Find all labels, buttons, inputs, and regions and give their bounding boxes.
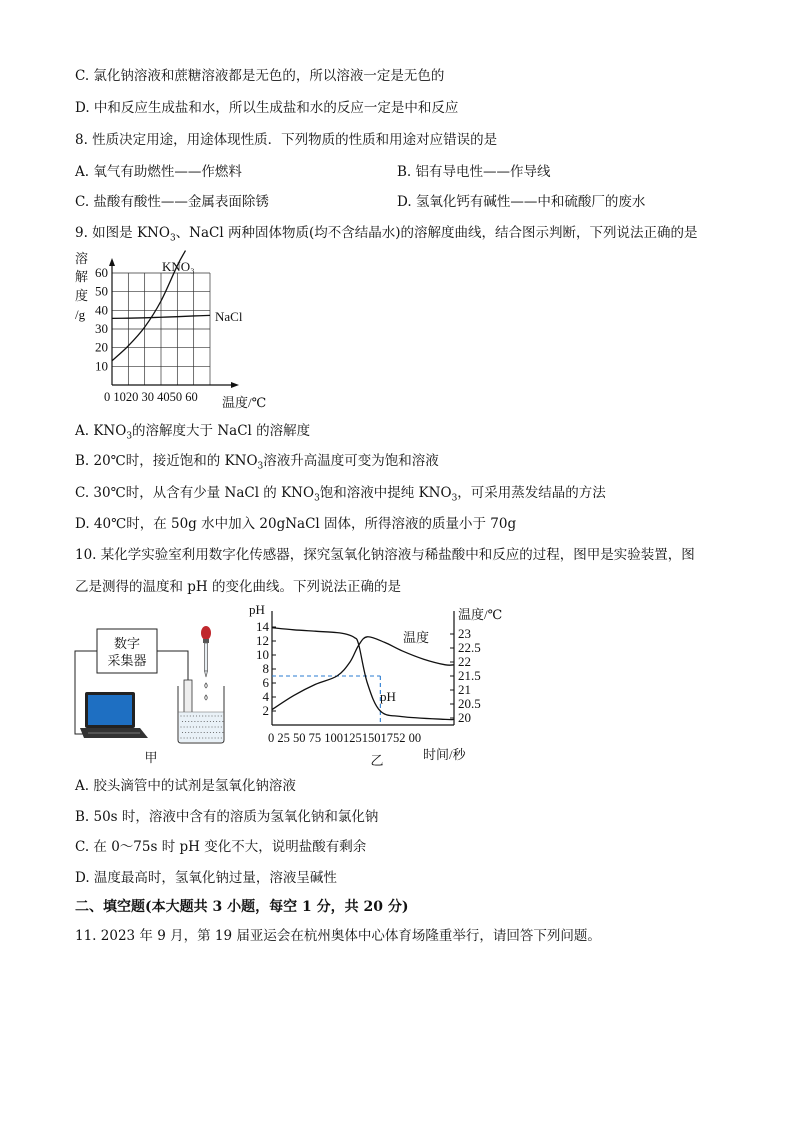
time-axis-label: 时间/秒: [423, 747, 466, 762]
liquid-dot: [193, 726, 194, 727]
liquid-dot: [208, 737, 209, 738]
liquid-dot: [210, 721, 211, 722]
q10-option-d: D. 温度最高时，氢氧化钠过量，溶液呈碱性: [75, 870, 337, 886]
liquid-dot: [190, 726, 191, 727]
solubility-text: [75, 251, 266, 410]
section-heading: 二、填空题(本大题共 3 小题，每空 1 分，共 20 分): [75, 899, 409, 915]
q10-stem-line2: 乙是测得的温度和 pH 的变化曲线。下列说法正确的是: [75, 579, 401, 595]
liquid-dot: [185, 732, 186, 733]
liquid-dot: [222, 732, 223, 733]
liquid-dot: [196, 715, 197, 716]
liquid-dot: [219, 721, 220, 722]
q10-stem-line1: 10. 某化学实验室利用数字化传感器，探究氢氧化钠溶液与稀盐酸中和反应的过程，图甲是实验装置，图: [75, 547, 695, 563]
liquid-dot: [199, 715, 200, 716]
liquid-dot: [180, 715, 181, 716]
liquid-dot: [187, 726, 188, 727]
x-tick-labels: 0 1020 30 4050 60: [104, 390, 198, 404]
laptop-icon: [80, 692, 148, 738]
liquid-dot: [215, 726, 216, 727]
y-axis-arrow: [109, 258, 115, 266]
liquid-dot: [216, 721, 217, 722]
liquid-dot: [205, 715, 206, 716]
ph-tick-label: 12: [256, 633, 269, 648]
liquid-dot: [184, 726, 185, 727]
liquid-dot: [218, 726, 219, 727]
caption-yi: 乙: [370, 753, 384, 768]
temp-tick-label: 20.5: [458, 696, 481, 711]
liquid-dot: [199, 726, 200, 727]
liquid-dot: [188, 732, 189, 733]
liquid-dot: [213, 732, 214, 733]
liquid-dot: [211, 715, 212, 716]
liquid-dot: [194, 732, 195, 733]
ph-temperature-chart: [240, 598, 520, 770]
collector-label-2: 采集器: [107, 654, 147, 669]
ph-tick-label: 4: [262, 689, 269, 704]
x-axis-label: 温度/℃: [222, 395, 267, 410]
liquid-dot: [218, 737, 219, 738]
y-tick-label: 50: [95, 283, 108, 299]
y-tick-label: 60: [95, 265, 108, 280]
ph-text: [249, 602, 502, 768]
liquid-dot: [190, 715, 191, 716]
liquid-dot: [211, 737, 212, 738]
liquid-dot: [219, 732, 220, 733]
liquid-dot: [185, 721, 186, 722]
ylabel-char: /g: [75, 307, 86, 322]
liquid-dot: [201, 732, 202, 733]
liquid-dot: [193, 737, 194, 738]
q10-option-c: C. 在 0～75s 时 pH 变化不大，说明盐酸有剩余: [75, 839, 367, 855]
liquid-dot: [205, 737, 206, 738]
liquid-dot: [211, 726, 212, 727]
temp-tick-label: 23: [458, 626, 471, 641]
q9-option-d: D. 40℃时，在 50g 水中加入 20gNaCl 固体，所得溶液的质量小于 70g: [75, 516, 517, 532]
liquid-dot: [201, 721, 202, 722]
liquid-dot: [187, 715, 188, 716]
liquid-dot: [221, 737, 222, 738]
q7-option-c: C. 氯化钠溶液和蔗糖溶液都是无色的，所以溶液一定是无色的: [75, 68, 445, 84]
liquid-dot: [188, 721, 189, 722]
liquid-dot: [210, 732, 211, 733]
liquid-dot: [216, 732, 217, 733]
q9-option-b: B. 20℃时，接近饱和的 $KNO_3$溶液升高温度可变为饱和溶液: [75, 453, 439, 472]
liquid-dot: [191, 721, 192, 722]
liquid-dot: [215, 715, 216, 716]
liquid-dot: [184, 715, 185, 716]
liquid-dot: [207, 732, 208, 733]
liquid-dot: [197, 732, 198, 733]
liquid-dot: [196, 726, 197, 727]
liquid-dot: [202, 715, 203, 716]
q8-option-b: B. 铝有导电性——作导线: [397, 164, 551, 180]
temp-tick-label: 21.5: [458, 668, 481, 683]
liquid-dot: [208, 715, 209, 716]
liquid-dot: [194, 721, 195, 722]
liquid-dot: [213, 721, 214, 722]
q9-option-a: A. $KNO_3$的溶解度大于 NaCl 的溶解度: [75, 423, 311, 442]
liquid-dot: [202, 737, 203, 738]
temp-tick-label: 20: [458, 710, 471, 725]
ph-axis-label: pH: [249, 602, 265, 617]
ph-tick-label: 8: [262, 661, 269, 676]
y-tick-label: 30: [95, 321, 108, 336]
liquid-dot: [193, 715, 194, 716]
q10-option-a: A. 胶头滴管中的试剂是氢氧化钠溶液: [75, 778, 296, 794]
liquid-dot: [180, 726, 181, 727]
temperature-curve: [272, 637, 454, 710]
beaker-icon: [178, 680, 224, 743]
kno3-label: KNO₃: [162, 259, 195, 274]
y-tick-label: 20: [95, 339, 108, 355]
ylabel-char: 度: [75, 288, 89, 303]
time-tick-labels: 0 25 50 75 1001251501752 00: [268, 731, 422, 745]
temp-axis-label: 温度/℃: [458, 607, 503, 622]
y-tick-label: 40: [95, 302, 108, 318]
liquid-dot: [180, 737, 181, 738]
dropper-icon: [201, 626, 211, 700]
q8-stem: 8. 性质决定用途，用途体现性质．下列物质的性质和用途对应错误的是: [75, 132, 498, 148]
ph-series-label: pH: [380, 689, 396, 704]
liquid-dot: [222, 721, 223, 722]
apparatus-figure: [70, 620, 250, 768]
temp-tick-label: 21: [458, 682, 471, 697]
ph-tick-label: 6: [262, 675, 269, 690]
liquid-dot: [204, 721, 205, 722]
liquid-dot: [207, 721, 208, 722]
liquid-dot: [197, 721, 198, 722]
ylabel-char: 解: [75, 269, 89, 284]
liquid-dot: [199, 737, 200, 738]
liquid-dot: [221, 715, 222, 716]
q8-option-c: C. 盐酸有酸性——金属表面除锈: [75, 194, 269, 210]
nacl-label: NaCl: [215, 309, 243, 324]
q11-stem: 11. 2023 年 9 月，第 19 届亚运会在杭州奥体中心体育场隆重举行，请回答下列问题。: [75, 928, 601, 944]
ph-tick-label: 2: [262, 703, 269, 718]
liquid-dot: [215, 737, 216, 738]
cable-to-sensor: [157, 651, 188, 680]
q8-option-d: D. 氢氧化钙有碱性——中和硫酸厂的废水: [397, 194, 646, 210]
liquid-dot: [218, 715, 219, 716]
liquid-dot: [182, 721, 183, 722]
liquid-dot: [196, 737, 197, 738]
q9-stem: 9. 如图是 $KNO_3$、NaCl 两种固体物质(均不含结晶水)的溶解度曲线，结合图示判断，下列说法正确的是: [75, 225, 698, 244]
liquid-dot: [190, 737, 191, 738]
temp-tick-label: 22: [458, 654, 471, 669]
liquid-dot: [205, 726, 206, 727]
solubility-chart: [70, 250, 290, 412]
liquid-dot: [184, 737, 185, 738]
q9-option-c: C. 30℃时，从含有少量 NaCl 的 $KNO_3$饱和溶液中提纯 $KNO_3$，可采用蒸发结晶的方法: [75, 485, 606, 504]
temp-tick-label: 22.5: [458, 640, 481, 655]
liquid-dot: [221, 726, 222, 727]
caption-jia: 甲: [144, 751, 158, 766]
liquid-dot: [204, 732, 205, 733]
liquid-dot: [202, 726, 203, 727]
y-tick-label: 10: [95, 358, 108, 374]
liquid-dot: [191, 732, 192, 733]
liquid-dot: [182, 732, 183, 733]
temperature-series-label: 温度: [403, 630, 430, 645]
q7-option-d: D. 中和反应生成盐和水，所以生成盐和水的反应一定是中和反应: [75, 100, 459, 116]
ph-tick-label: 10: [256, 647, 269, 662]
collector-label-1: 数字: [113, 637, 141, 652]
solubility-grid: [112, 273, 210, 385]
q8-option-a: A. 氧气有助燃性——作燃料: [75, 164, 242, 180]
ph-tick-label: 14: [256, 619, 269, 634]
q10-option-b: B. 50s 时，溶液中含有的溶质为氢氧化钠和氯化钠: [75, 809, 379, 825]
x-axis-arrow: [231, 382, 239, 388]
ylabel-char: 溶: [75, 251, 89, 266]
liquid-dot: [208, 726, 209, 727]
liquid-dot: [187, 737, 188, 738]
